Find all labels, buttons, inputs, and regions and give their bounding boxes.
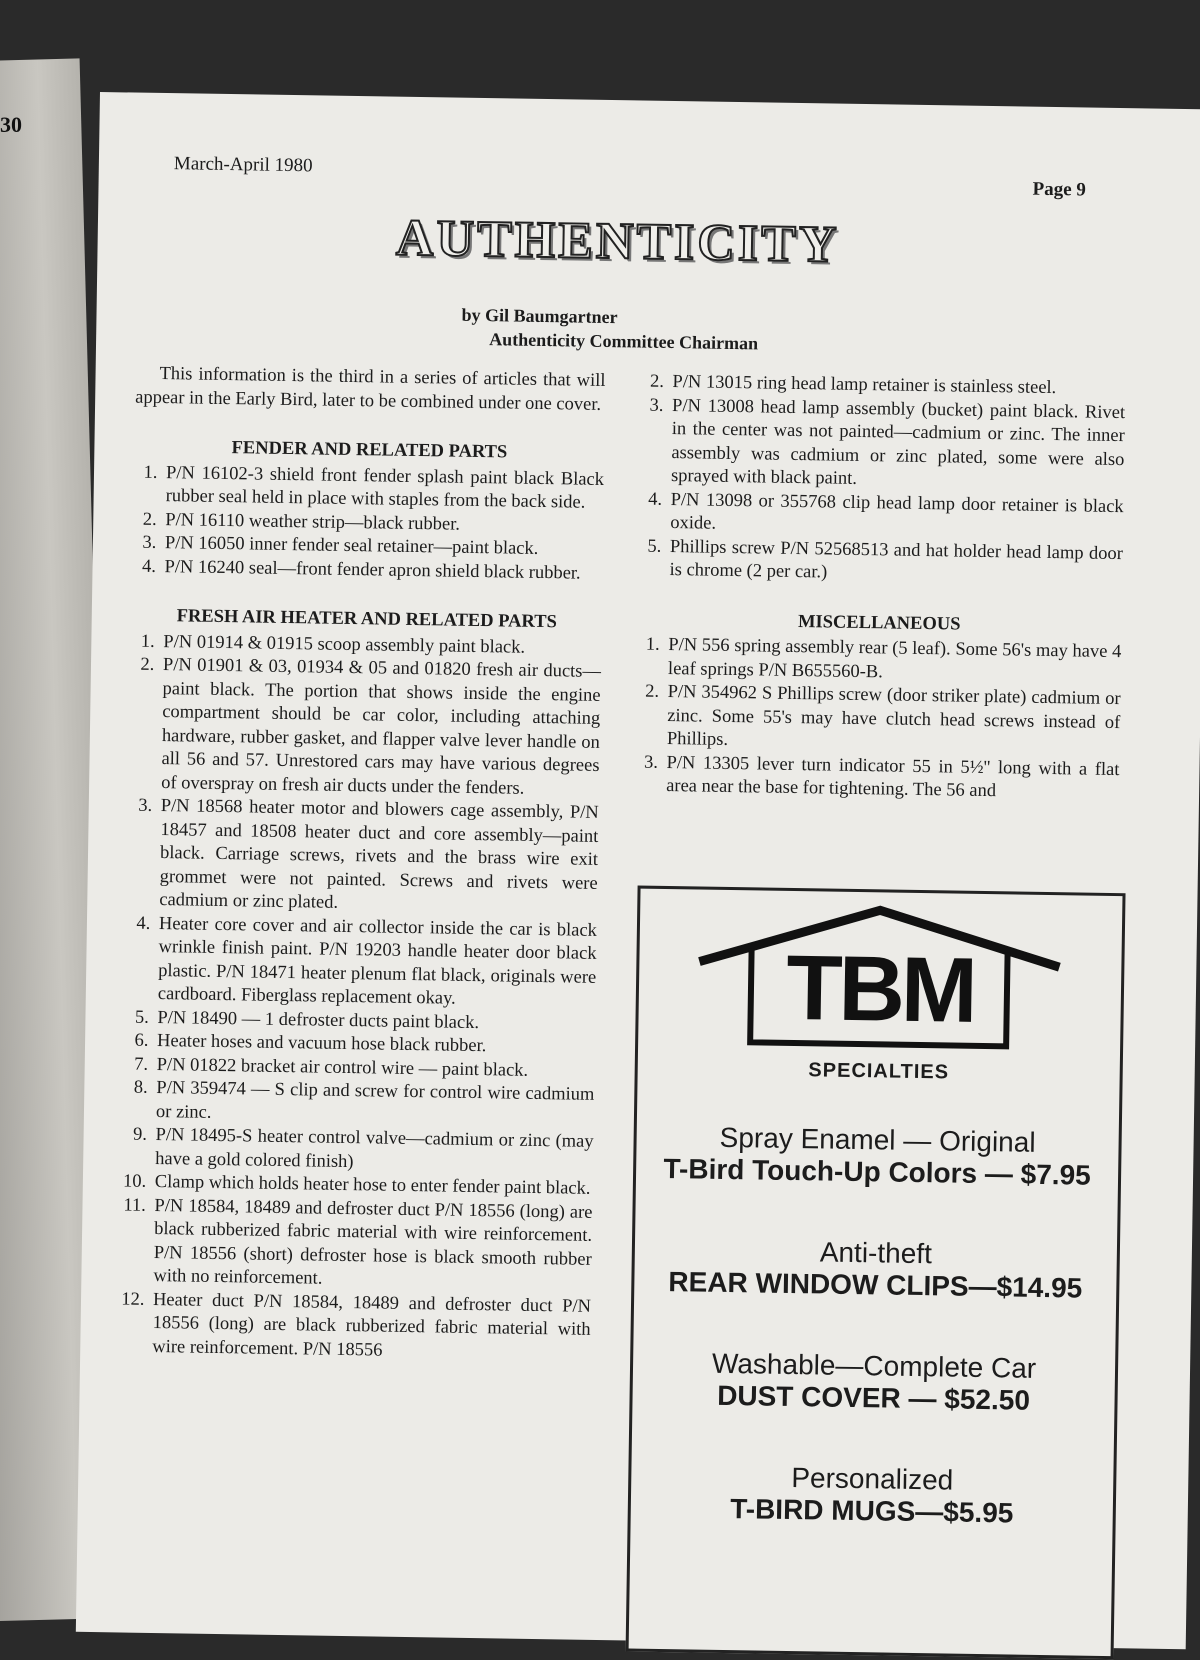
misc-list [634, 633, 1122, 805]
ad-item-price: DUST COVER — $52.50 [716, 1379, 1031, 1416]
list-item: 3. P/N 18568 heater motor and blowers cage assembly, P/N 18457 and 18508 heater duct and core assembly—paint black. Carriage screws, rivets and the brass wire exit grommet were not painted. Screws and rivets were cadmium or zinc plated. [155, 795, 599, 919]
headlamp-list [637, 371, 1125, 590]
ad-item-desc: Anti-theft [819, 1236, 933, 1270]
byline [461, 303, 759, 356]
list-item: 11. P/N 18584, 18489 and defroster duct P/N 18556 (long) are black rubberized fabric material with wire reinforcement. P/N 18556 (short) defroster hose is black smooth rubber with no reinforcement. [149, 1194, 592, 1295]
list-item: 3. P/N 16050 inner fender seal retainer—paint black. [161, 532, 603, 562]
list-item: 8. P/N 359474 — S clip and screw for control wire cadmium or zinc. [152, 1077, 595, 1131]
intro-paragraph: This information is the third in a series of articles that will appear in the Early Bird, later to be combined under one cover. [135, 363, 606, 415]
tbm-subtitle: SPECIALTIES [808, 1059, 950, 1084]
list-item: 2. P/N 13015 ring head lamp retainer is stainless steel. [668, 371, 1125, 402]
list-item: 7. P/N 01822 bracket air control wire — paint black. [153, 1053, 595, 1083]
heater-list [120, 630, 601, 1366]
list-item: 5. P/N 18490 — 1 defroster ducts paint black. [153, 1006, 595, 1036]
list-item: 1. P/N 01914 & 01915 scoop assembly paint black. [159, 631, 601, 661]
heater-heading: FRESH AIR HEATER AND RELATED PARTS [176, 606, 557, 633]
list-item: 1. P/N 556 spring assembly rear (5 leaf). Some 56's may have 4 leaf springs P/N B655560-B. [664, 634, 1122, 688]
ad-item-desc: Washable—Complete Car [711, 1347, 1037, 1384]
facing-page-number: 30 [0, 112, 22, 137]
author-role: Authenticity Committee Chairman [489, 329, 759, 354]
ad-item-price: T-BIRD MUGS—$5.95 [729, 1493, 1014, 1529]
issue-date: March-April 1980 [173, 153, 313, 177]
article-title: AUTHENTICITY [395, 209, 840, 274]
list-item: 9. P/N 18495-S heater control valve—cadmium or zinc (may have a gold colored finish) [151, 1124, 594, 1178]
right-column [634, 371, 1126, 832]
ad-item-desc: Personalized [791, 1462, 954, 1496]
list-item: 4. P/N 13098 or 355768 clip head lamp door retainer is black oxide. [666, 488, 1124, 542]
ad-item [631, 1460, 1114, 1532]
list-item: 10. Clamp which holds heater hose to enter fender paint black. [151, 1171, 593, 1201]
author-name: by Gil Baumgartner [461, 304, 618, 328]
list-item: 5. Phillips screw P/N 52568513 and hat holder head lamp door is chrome (2 per car.) [665, 535, 1123, 589]
ad-item-desc: Spray Enamel — Original [719, 1121, 1036, 1158]
misc-heading: MISCELLANEOUS [797, 611, 961, 635]
list-item: 2. P/N 16110 weather strip—black rubber. [161, 509, 603, 539]
fender-heading: FENDER AND RELATED PARTS [231, 438, 508, 463]
list-item: 2. P/N 01901 & 03, 01934 & 05 and 01820 fresh air ducts—paint black. The portion that shows inside the engine compartment should be car color, including attaching hardware, rubber gasket, and flapper valve lever handle on all 56 and 57. Unrestored cars may have various degrees of overspray on fresh air ducts under the fenders. [157, 654, 601, 802]
list-item: 2. P/N 354962 S Phillips screw (door striker plate) cadmium or zinc. Some 55's may have clutch head screws instead of Phillips. [663, 681, 1121, 759]
ad-item [636, 1121, 1119, 1193]
tbm-advertisement [626, 886, 1126, 1660]
list-item: 6. Heater hoses and vacuum hose black rubber. [153, 1030, 595, 1060]
fender-list [132, 461, 604, 586]
ad-item-price: REAR WINDOW CLIPS—$14.95 [668, 1266, 1083, 1304]
list-item: 3. P/N 13305 lever turn indicator 55 in 5½'' long with a flat area near the base for tightening. The 56 and [662, 751, 1120, 805]
list-item: 12. Heater duct P/N 18584, 18489 and defroster duct P/N 18556 (long) are black rubberized fabric material with wire reinforcement. P/N 18556 [148, 1288, 591, 1365]
ad-item [632, 1347, 1115, 1419]
page-number: Page 9 [1032, 178, 1087, 201]
ad-item-price: T-Bird Touch-Up Colors — $7.95 [663, 1152, 1092, 1191]
left-column [120, 363, 606, 1392]
list-item: 4. Heater core cover and air collector inside the car is black wrinkle finish paint. P/N 19203 handle heater door black plastic. P/N 18471 heater plenum flat black, originals were cardboard. Fiberglass replacement okay. [154, 912, 597, 1013]
newsletter-page [76, 92, 1200, 1649]
tbm-logo-text: TBM [785, 936, 975, 1042]
list-item: 3. P/N 13008 head lamp assembly (bucket) paint black. Rivet in the center was not painted—cadmium or zinc. The inner assembly was cadmium or zinc plated, some were also sprayed with black paint. [667, 394, 1125, 495]
list-item: 1. P/N 16102-3 shield front fender splash paint black Black rubber seal held in place with staples from the back side. [161, 462, 604, 516]
list-item: 4. P/N 16240 seal—front fender apron shield black rubber. [160, 556, 602, 586]
ad-item [634, 1234, 1117, 1306]
